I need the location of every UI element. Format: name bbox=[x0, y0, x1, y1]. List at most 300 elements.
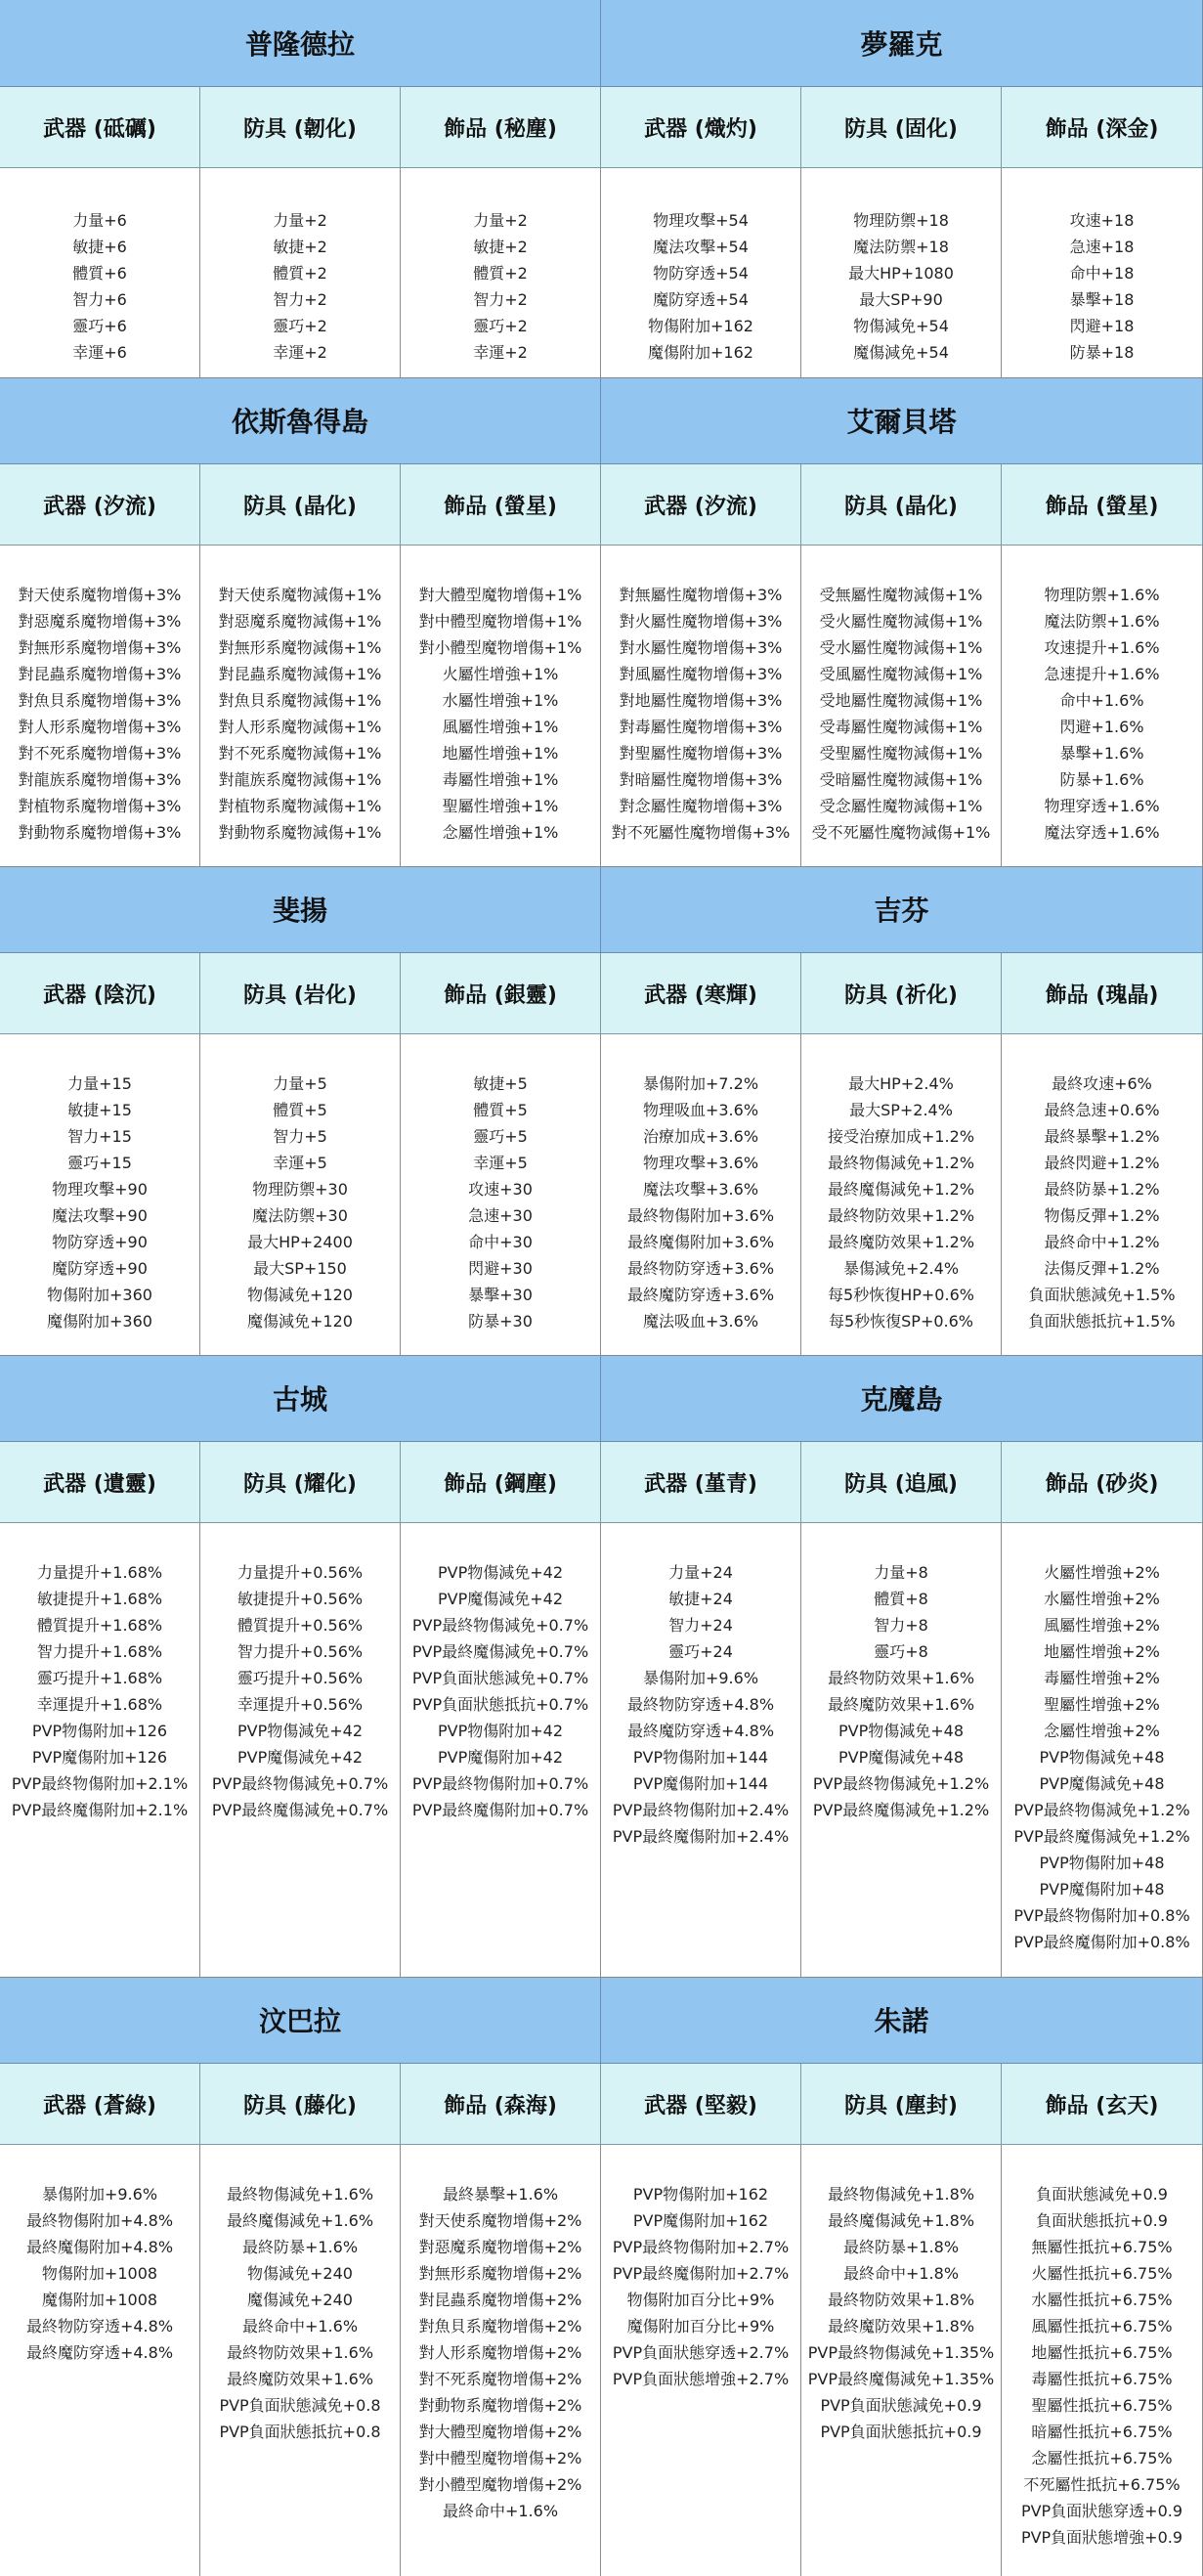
stat-line: 魔防穿透+54 bbox=[653, 290, 749, 309]
stat-line: 靈巧+2 bbox=[473, 317, 528, 335]
stat-line: 受水屬性魔物減傷+1% bbox=[819, 638, 983, 657]
section-divider bbox=[0, 866, 1203, 867]
stat-line: 暴傷減免+2.4% bbox=[842, 1259, 960, 1278]
stat-line: 對中體型魔物增傷+2% bbox=[418, 2449, 582, 2467]
stat-line: 物理防禦+1.6% bbox=[1044, 586, 1160, 604]
stat-line: 最終防暴+1.2% bbox=[1044, 1180, 1160, 1199]
stat-line: 體質+5 bbox=[273, 1101, 327, 1119]
region-header: 依斯魯得島 bbox=[0, 377, 601, 464]
stat-line: 物防穿透+90 bbox=[52, 1233, 148, 1251]
stat-line: 最終物防效果+1.2% bbox=[827, 1206, 975, 1225]
stat-list bbox=[401, 2145, 601, 2576]
stat-line: 急速提升+1.6% bbox=[1044, 665, 1160, 683]
stat-line: 敏捷提升+1.68% bbox=[36, 1590, 163, 1608]
stat-line: 火屬性增強+2% bbox=[1044, 1563, 1160, 1582]
column-header: 防具 (藤化) bbox=[200, 2064, 401, 2145]
column-header: 武器 (堅毅) bbox=[601, 2064, 801, 2145]
stat-line: 幸運+6 bbox=[72, 343, 127, 362]
column-header: 防具 (固化) bbox=[801, 87, 1002, 168]
stat-line: 魔法穿透+1.6% bbox=[1044, 823, 1160, 842]
stat-line: 靈巧+24 bbox=[668, 1642, 733, 1661]
stat-line: 體質+2 bbox=[473, 264, 528, 283]
stat-line: PVP物傷附加+42 bbox=[437, 1722, 563, 1740]
stat-line: 幸運+5 bbox=[473, 1154, 528, 1172]
stat-list bbox=[0, 2145, 200, 2576]
column-header: 飾品 (森海) bbox=[401, 2064, 601, 2145]
stat-line: 暴傷附加+9.6% bbox=[41, 2185, 158, 2204]
stat-line: PVP負面狀態增強+2.7% bbox=[612, 2370, 790, 2388]
stat-line: PVP物傷減免+48 bbox=[1039, 1748, 1165, 1767]
stat-list bbox=[801, 1523, 1002, 1977]
stat-line: 力量提升+0.56% bbox=[236, 1563, 364, 1582]
stat-line: 每5秒恢復HP+0.6% bbox=[828, 1286, 974, 1304]
column-header: 飾品 (鋼塵) bbox=[401, 1442, 601, 1523]
column-header: 武器 (遺靈) bbox=[0, 1442, 200, 1523]
stat-list bbox=[401, 168, 601, 377]
stat-line: 體質+8 bbox=[874, 1590, 928, 1608]
region-header: 克魔島 bbox=[601, 1355, 1203, 1442]
column-header: 武器 (汐流) bbox=[0, 464, 200, 546]
stat-line: 敏捷+2 bbox=[273, 238, 327, 256]
column-header: 飾品 (深金) bbox=[1002, 87, 1203, 168]
stat-line: 物傷減免+120 bbox=[247, 1286, 353, 1304]
column-header: 防具 (塵封) bbox=[801, 2064, 1002, 2145]
column-header: 防具 (祈化) bbox=[801, 953, 1002, 1034]
stat-line: 對天使系魔物增傷+3% bbox=[18, 586, 182, 604]
stat-line: 毒屬性增強+1% bbox=[442, 770, 559, 789]
stat-line: 水屬性抵抗+6.75% bbox=[1031, 2291, 1173, 2309]
stat-line: 體質+5 bbox=[473, 1101, 528, 1119]
stat-list bbox=[1002, 546, 1203, 866]
stat-line: 智力+2 bbox=[273, 290, 327, 309]
stat-list bbox=[601, 168, 801, 377]
stat-line: PVP最終魔傷減免+1.2% bbox=[812, 1801, 990, 1819]
stat-line: PVP物傷減免+48 bbox=[838, 1722, 964, 1740]
stat-line: 最終魔傷附加+4.8% bbox=[25, 2238, 174, 2256]
stat-line: 力量+8 bbox=[874, 1563, 928, 1582]
section-divider bbox=[0, 1977, 1203, 1978]
stat-line: 對魚貝系魔物增傷+2% bbox=[418, 2317, 582, 2336]
stat-line: PVP魔傷附加+42 bbox=[437, 1748, 563, 1767]
column-header: 防具 (耀化) bbox=[200, 1442, 401, 1523]
stat-line: 智力+15 bbox=[67, 1127, 132, 1146]
stat-line: 對植物系魔物增傷+3% bbox=[18, 797, 182, 815]
stat-line: PVP負面狀態抵抗+0.8 bbox=[219, 2423, 381, 2441]
stat-line: 地屬性抵抗+6.75% bbox=[1031, 2343, 1173, 2362]
stat-line: 最終魔防效果+1.2% bbox=[827, 1233, 975, 1251]
stat-line: 毒屬性增強+2% bbox=[1044, 1669, 1160, 1687]
stat-line: 聖屬性抵抗+6.75% bbox=[1031, 2396, 1173, 2415]
stat-line: 最終命中+1.6% bbox=[442, 2502, 559, 2520]
stat-line: 對大體型魔物增傷+2% bbox=[418, 2423, 582, 2441]
stat-list bbox=[801, 2145, 1002, 2576]
column-header: 武器 (熾灼) bbox=[601, 87, 801, 168]
stat-line: 最終魔防穿透+4.8% bbox=[25, 2343, 174, 2362]
stat-line: 攻速+30 bbox=[468, 1180, 533, 1199]
stat-line: PVP最終魔傷減免+0.7% bbox=[211, 1801, 389, 1819]
stat-line: 敏捷+2 bbox=[473, 238, 528, 256]
stat-line: 受毒屬性魔物減傷+1% bbox=[819, 718, 983, 736]
stat-line: PVP物傷附加+48 bbox=[1039, 1854, 1165, 1872]
stat-line: 受火屬性魔物減傷+1% bbox=[819, 612, 983, 631]
stat-line: 敏捷+5 bbox=[473, 1074, 528, 1093]
stat-line: 聖屬性增強+1% bbox=[442, 797, 559, 815]
stat-line: 對地屬性魔物增傷+3% bbox=[619, 691, 783, 710]
stat-line: PVP最終魔傷附加+2.1% bbox=[11, 1801, 189, 1819]
stat-line: 智力+5 bbox=[273, 1127, 327, 1146]
stat-line: PVP物傷附加+126 bbox=[31, 1722, 168, 1740]
stat-line: 每5秒恢復SP+0.6% bbox=[828, 1312, 974, 1331]
stat-line: 火屬性增強+1% bbox=[442, 665, 559, 683]
stat-line: 不死屬性抵抗+6.75% bbox=[1023, 2475, 1181, 2494]
stat-line: PVP魔傷減免+48 bbox=[838, 1748, 964, 1767]
stat-line: 最終命中+1.8% bbox=[842, 2264, 960, 2283]
stat-line: 魔法攻擊+3.6% bbox=[642, 1180, 759, 1199]
stat-line: PVP最終物傷減免+0.7% bbox=[411, 1616, 589, 1635]
stat-line: 最終命中+1.6% bbox=[241, 2317, 359, 2336]
stat-line: 魔法攻擊+54 bbox=[653, 238, 749, 256]
stat-line: 最大SP+2.4% bbox=[849, 1101, 953, 1119]
stat-line: 對惡魔系魔物增傷+2% bbox=[418, 2238, 582, 2256]
stat-line: 最終魔防效果+1.6% bbox=[827, 1695, 975, 1714]
stat-line: 對暗屬性魔物增傷+3% bbox=[619, 770, 783, 789]
stat-line: 對天使系魔物增傷+2% bbox=[418, 2211, 582, 2230]
column-header: 武器 (砥礪) bbox=[0, 87, 200, 168]
stat-line: 最終物防穿透+4.8% bbox=[626, 1695, 775, 1714]
stat-line: PVP最終物傷減免+1.35% bbox=[807, 2343, 995, 2362]
stat-line: 無屬性抵抗+6.75% bbox=[1031, 2238, 1173, 2256]
stat-line: PVP魔傷減免+48 bbox=[1039, 1774, 1165, 1793]
stat-line: 物傷反彈+1.2% bbox=[1044, 1206, 1160, 1225]
stat-line: 防暴+18 bbox=[1069, 343, 1135, 362]
stat-line: 對昆蟲系魔物減傷+1% bbox=[218, 665, 382, 683]
stat-line: 智力+2 bbox=[473, 290, 528, 309]
column-header: 防具 (追風) bbox=[801, 1442, 1002, 1523]
region-header: 夢羅克 bbox=[601, 0, 1203, 87]
stat-line: PVP最終物傷減免+1.2% bbox=[812, 1774, 990, 1793]
column-header: 飾品 (砂炎) bbox=[1002, 1442, 1203, 1523]
stat-line: 命中+1.6% bbox=[1059, 691, 1144, 710]
stat-line: 力量提升+1.68% bbox=[36, 1563, 163, 1582]
stat-line: 受風屬性魔物減傷+1% bbox=[819, 665, 983, 683]
stat-line: 負面狀態減免+1.5% bbox=[1028, 1286, 1176, 1304]
stat-line: 最終物防穿透+4.8% bbox=[25, 2317, 174, 2336]
column-header: 飾品 (瑰晶) bbox=[1002, 953, 1203, 1034]
stat-line: 對惡魔系魔物減傷+1% bbox=[218, 612, 382, 631]
stat-line: PVP負面狀態穿透+0.9 bbox=[1020, 2502, 1183, 2520]
stat-line: PVP最終魔傷附加+0.7% bbox=[411, 1801, 589, 1819]
stat-line: 物傷減免+240 bbox=[247, 2264, 353, 2283]
stat-list bbox=[601, 2145, 801, 2576]
stat-line: 靈巧提升+0.56% bbox=[236, 1669, 364, 1687]
stat-line: PVP物傷附加+144 bbox=[632, 1748, 769, 1767]
stat-line: 物傷附加百分比+9% bbox=[626, 2291, 775, 2309]
stat-line: 對動物系魔物減傷+1% bbox=[218, 823, 382, 842]
stat-line: 地屬性增強+2% bbox=[1044, 1642, 1160, 1661]
stat-line: 最終魔傷減免+1.2% bbox=[827, 1180, 975, 1199]
stat-line: 水屬性增強+2% bbox=[1044, 1590, 1160, 1608]
stat-line: 物理攻擊+54 bbox=[653, 211, 749, 230]
stat-line: 對無形系魔物減傷+1% bbox=[218, 638, 382, 657]
stat-line: 魔法防禦+1.6% bbox=[1044, 612, 1160, 631]
stat-list bbox=[200, 1523, 401, 1977]
stat-line: 對動物系魔物增傷+3% bbox=[18, 823, 182, 842]
stat-line: 敏捷+15 bbox=[67, 1101, 132, 1119]
stat-line: 靈巧+5 bbox=[473, 1127, 528, 1146]
stat-line: PVP最終魔傷減免+0.7% bbox=[411, 1642, 589, 1661]
stat-line: 最終魔防穿透+3.6% bbox=[626, 1286, 775, 1304]
column-header: 防具 (晶化) bbox=[801, 464, 1002, 546]
stat-line: 力量+5 bbox=[273, 1074, 327, 1093]
stat-line: 智力提升+0.56% bbox=[236, 1642, 364, 1661]
region-header: 古城 bbox=[0, 1355, 601, 1442]
stat-line: 最終物防穿透+3.6% bbox=[626, 1259, 775, 1278]
stat-line: 受無屬性魔物減傷+1% bbox=[819, 586, 983, 604]
stat-line: 負面狀態減免+0.9 bbox=[1036, 2185, 1168, 2204]
stat-line: PVP魔傷附加+126 bbox=[31, 1748, 168, 1767]
stat-line: 對聖屬性魔物增傷+3% bbox=[619, 744, 783, 763]
stat-line: PVP魔傷減免+42 bbox=[236, 1748, 363, 1767]
stat-line: 最終物傷減免+1.8% bbox=[827, 2185, 975, 2204]
stat-line: 防暴+30 bbox=[468, 1312, 533, 1331]
stat-list bbox=[1002, 168, 1203, 377]
stat-line: PVP物傷減免+42 bbox=[437, 1563, 563, 1582]
stat-line: 最終閃避+1.2% bbox=[1044, 1154, 1160, 1172]
stat-line: 對魚貝系魔物減傷+1% bbox=[218, 691, 382, 710]
stat-line: 對昆蟲系魔物增傷+3% bbox=[18, 665, 182, 683]
stat-line: 最終防暴+1.8% bbox=[842, 2238, 960, 2256]
column-header: 武器 (堇青) bbox=[601, 1442, 801, 1523]
stat-line: 最終魔傷減免+1.8% bbox=[827, 2211, 975, 2230]
stat-line: 最終魔防效果+1.6% bbox=[226, 2370, 374, 2388]
stat-line: 暴擊+30 bbox=[468, 1286, 533, 1304]
stat-list bbox=[601, 1523, 801, 1977]
stat-line: 對水屬性魔物增傷+3% bbox=[619, 638, 783, 657]
stat-line: 對人形系魔物增傷+2% bbox=[418, 2343, 582, 2362]
stat-line: 最終魔傷減免+1.6% bbox=[226, 2211, 374, 2230]
stat-line: PVP魔傷附加+48 bbox=[1039, 1880, 1165, 1899]
stat-line: 暴傷附加+7.2% bbox=[642, 1074, 759, 1093]
stat-line: 對不死系魔物減傷+1% bbox=[218, 744, 382, 763]
stat-line: 對植物系魔物減傷+1% bbox=[218, 797, 382, 815]
stat-list bbox=[0, 546, 200, 866]
column-header: 防具 (晶化) bbox=[200, 464, 401, 546]
stat-line: 智力+8 bbox=[874, 1616, 928, 1635]
stat-line: 物理穿透+1.6% bbox=[1044, 797, 1160, 815]
stat-line: 受聖屬性魔物減傷+1% bbox=[819, 744, 983, 763]
stat-line: 對人形系魔物減傷+1% bbox=[218, 718, 382, 736]
stat-line: PVP最終物傷減免+0.7% bbox=[211, 1774, 389, 1793]
stat-line: 攻速+18 bbox=[1069, 211, 1135, 230]
stat-line: 體質+2 bbox=[273, 264, 327, 283]
stat-line: 物傷附加+360 bbox=[47, 1286, 152, 1304]
stat-line: 對火屬性魔物增傷+3% bbox=[619, 612, 783, 631]
stat-line: 暴擊+1.6% bbox=[1059, 744, 1144, 763]
stat-line: 急速+18 bbox=[1069, 238, 1135, 256]
stat-line: 對人形系魔物增傷+3% bbox=[18, 718, 182, 736]
stat-line: 對不死系魔物增傷+3% bbox=[18, 744, 182, 763]
stat-line: 智力提升+1.68% bbox=[36, 1642, 163, 1661]
stat-line: 風屬性增強+2% bbox=[1044, 1616, 1160, 1635]
stat-line: 風屬性抵抗+6.75% bbox=[1031, 2317, 1173, 2336]
column-header: 武器 (寒輝) bbox=[601, 953, 801, 1034]
stat-line: 魔傷減免+54 bbox=[853, 343, 949, 362]
stat-line: PVP最終魔傷附加+0.8% bbox=[1013, 1933, 1190, 1951]
stat-line: 魔法吸血+3.6% bbox=[642, 1312, 759, 1331]
stat-line: 魔傷附加+360 bbox=[47, 1312, 152, 1331]
section-divider bbox=[0, 377, 1203, 378]
stat-line: 對風屬性魔物增傷+3% bbox=[619, 665, 783, 683]
stat-line: 對毒屬性魔物增傷+3% bbox=[619, 718, 783, 736]
stat-line: 力量+24 bbox=[668, 1563, 733, 1582]
stat-line: 最大SP+90 bbox=[859, 290, 943, 309]
stat-line: PVP最終物傷附加+2.1% bbox=[11, 1774, 189, 1793]
stat-line: 物理防禦+18 bbox=[853, 211, 949, 230]
stat-line: 攻速提升+1.6% bbox=[1044, 638, 1160, 657]
region-header: 艾爾貝塔 bbox=[601, 377, 1203, 464]
stat-line: 急速+30 bbox=[468, 1206, 533, 1225]
stat-line: 命中+30 bbox=[468, 1233, 533, 1251]
stat-line: PVP最終物傷附加+0.7% bbox=[411, 1774, 589, 1793]
stat-line: 對昆蟲系魔物增傷+2% bbox=[418, 2291, 582, 2309]
stat-line: 負面狀態抵抗+1.5% bbox=[1028, 1312, 1176, 1331]
stat-line: 念屬性增強+1% bbox=[442, 823, 559, 842]
stat-line: 靈巧+15 bbox=[67, 1154, 132, 1172]
stat-list bbox=[1002, 2145, 1203, 2576]
stat-list bbox=[401, 1034, 601, 1355]
stat-line: 對不死系魔物增傷+2% bbox=[418, 2370, 582, 2388]
stat-line: 對龍族系魔物減傷+1% bbox=[218, 770, 382, 789]
section-divider bbox=[0, 1355, 1203, 1356]
stat-line: 對無形系魔物增傷+3% bbox=[18, 638, 182, 657]
region-header: 斐揚 bbox=[0, 866, 601, 953]
stat-line: 最終物防效果+1.6% bbox=[226, 2343, 374, 2362]
stat-line: 最終攻速+6% bbox=[1052, 1074, 1152, 1093]
stat-list bbox=[1002, 1034, 1203, 1355]
stat-line: PVP魔傷附加+144 bbox=[632, 1774, 769, 1793]
region-header: 朱諾 bbox=[601, 1977, 1203, 2064]
column-header: 飾品 (玄天) bbox=[1002, 2064, 1203, 2145]
stat-line: 法傷反彈+1.2% bbox=[1044, 1259, 1160, 1278]
stat-line: 魔法防禦+30 bbox=[252, 1206, 348, 1225]
stat-line: 對小體型魔物增傷+2% bbox=[418, 2475, 582, 2494]
stat-line: 最終暴擊+1.2% bbox=[1044, 1127, 1160, 1146]
stat-line: 智力+24 bbox=[668, 1616, 733, 1635]
column-header: 武器 (蒼綠) bbox=[0, 2064, 200, 2145]
stat-line: PVP負面狀態抵抗+0.7% bbox=[411, 1695, 589, 1714]
stat-line: PVP負面狀態穿透+2.7% bbox=[612, 2343, 790, 2362]
stat-line: 對大體型魔物增傷+1% bbox=[418, 586, 582, 604]
stat-line: 智力+6 bbox=[72, 290, 127, 309]
column-header: 武器 (陰沉) bbox=[0, 953, 200, 1034]
region-header: 普隆德拉 bbox=[0, 0, 601, 87]
stat-line: 力量+15 bbox=[67, 1074, 132, 1093]
stat-line: 防暴+1.6% bbox=[1059, 770, 1144, 789]
stat-line: 物防穿透+54 bbox=[653, 264, 749, 283]
region-header: 吉芬 bbox=[601, 866, 1203, 953]
stat-line: 最終暴擊+1.6% bbox=[442, 2185, 559, 2204]
stat-line: 暴擊+18 bbox=[1069, 290, 1135, 309]
stat-line: 魔傷附加百分比+9% bbox=[626, 2317, 775, 2336]
column-header: 防具 (韌化) bbox=[200, 87, 401, 168]
stat-line: 治療加成+3.6% bbox=[642, 1127, 759, 1146]
stat-line: 力量+6 bbox=[72, 211, 127, 230]
stat-line: PVP負面狀態減免+0.7% bbox=[411, 1669, 589, 1687]
stat-list bbox=[601, 1034, 801, 1355]
stat-list bbox=[200, 168, 401, 377]
stat-line: 最大SP+150 bbox=[253, 1259, 347, 1278]
stat-line: 最終物傷減免+1.2% bbox=[827, 1154, 975, 1172]
stat-line: 敏捷提升+0.56% bbox=[236, 1590, 364, 1608]
stat-line: 對不死屬性魔物增傷+3% bbox=[611, 823, 791, 842]
stat-line: 體質+6 bbox=[72, 264, 127, 283]
stat-line: 對惡魔系魔物增傷+3% bbox=[18, 612, 182, 631]
stat-line: 靈巧+6 bbox=[72, 317, 127, 335]
stat-line: 物理防禦+30 bbox=[252, 1180, 348, 1199]
stat-line: 對無屬性魔物增傷+3% bbox=[619, 586, 783, 604]
stat-line: 地屬性增強+1% bbox=[442, 744, 559, 763]
stat-line: PVP最終物傷附加+0.8% bbox=[1013, 1906, 1190, 1925]
stat-line: 力量+2 bbox=[473, 211, 528, 230]
stat-list bbox=[1002, 1523, 1203, 1977]
stat-line: 敏捷+24 bbox=[668, 1590, 733, 1608]
stat-line: 物傷減免+54 bbox=[853, 317, 949, 335]
stat-line: 念屬性抵抗+6.75% bbox=[1031, 2449, 1173, 2467]
stat-line: 念屬性增強+2% bbox=[1044, 1722, 1160, 1740]
stat-line: 受念屬性魔物減傷+1% bbox=[819, 797, 983, 815]
stat-line: 最終物防效果+1.6% bbox=[827, 1669, 975, 1687]
stat-line: 魔法防禦+18 bbox=[853, 238, 949, 256]
stat-list bbox=[200, 546, 401, 866]
stat-line: 敏捷+6 bbox=[72, 238, 127, 256]
stat-line: 風屬性增強+1% bbox=[442, 718, 559, 736]
stat-line: 負面狀態抵抗+0.9 bbox=[1036, 2211, 1168, 2230]
stat-line: 魔傷附加+1008 bbox=[41, 2291, 158, 2309]
stat-line: 對魚貝系魔物增傷+3% bbox=[18, 691, 182, 710]
stat-list bbox=[0, 1523, 200, 1977]
stat-line: 魔法攻擊+90 bbox=[52, 1206, 148, 1225]
stat-list bbox=[801, 1034, 1002, 1355]
stat-line: 閃避+1.6% bbox=[1059, 718, 1144, 736]
stat-line: 幸運+2 bbox=[273, 343, 327, 362]
stat-line: PVP負面狀態減免+0.8 bbox=[219, 2396, 381, 2415]
stat-line: 最終魔防效果+1.8% bbox=[827, 2317, 975, 2336]
stat-line: 最終物防效果+1.8% bbox=[827, 2291, 975, 2309]
stat-line: 對動物系魔物增傷+2% bbox=[418, 2396, 582, 2415]
stat-line: 閃避+30 bbox=[468, 1259, 533, 1278]
stat-line: PVP最終魔傷附加+2.4% bbox=[612, 1827, 790, 1846]
stat-line: 命中+18 bbox=[1069, 264, 1135, 283]
stat-line: 魔傷附加+162 bbox=[648, 343, 753, 362]
stat-line: PVP負面狀態抵抗+0.9 bbox=[820, 2423, 982, 2441]
stat-line: 體質提升+0.56% bbox=[236, 1616, 364, 1635]
stat-line: PVP最終物傷減免+1.2% bbox=[1013, 1801, 1190, 1819]
stat-line: 魔傷減免+240 bbox=[247, 2291, 353, 2309]
stat-line: PVP最終物傷附加+2.4% bbox=[612, 1801, 790, 1819]
region-header: 汶巴拉 bbox=[0, 1977, 601, 2064]
stat-line: 暗屬性抵抗+6.75% bbox=[1031, 2423, 1173, 2441]
stat-line: 最終物傷附加+3.6% bbox=[626, 1206, 775, 1225]
stat-line: 物理攻擊+90 bbox=[52, 1180, 148, 1199]
stat-list bbox=[401, 1523, 601, 1977]
column-header: 飾品 (螢星) bbox=[401, 464, 601, 546]
stat-line: 最終物傷減免+1.6% bbox=[226, 2185, 374, 2204]
stat-line: 受不死屬性魔物減傷+1% bbox=[811, 823, 991, 842]
stat-line: 最大HP+2.4% bbox=[848, 1074, 954, 1093]
stat-line: 物傷附加+162 bbox=[648, 317, 753, 335]
stat-line: 幸運提升+1.68% bbox=[36, 1695, 163, 1714]
stat-line: 最終防暴+1.6% bbox=[241, 2238, 359, 2256]
